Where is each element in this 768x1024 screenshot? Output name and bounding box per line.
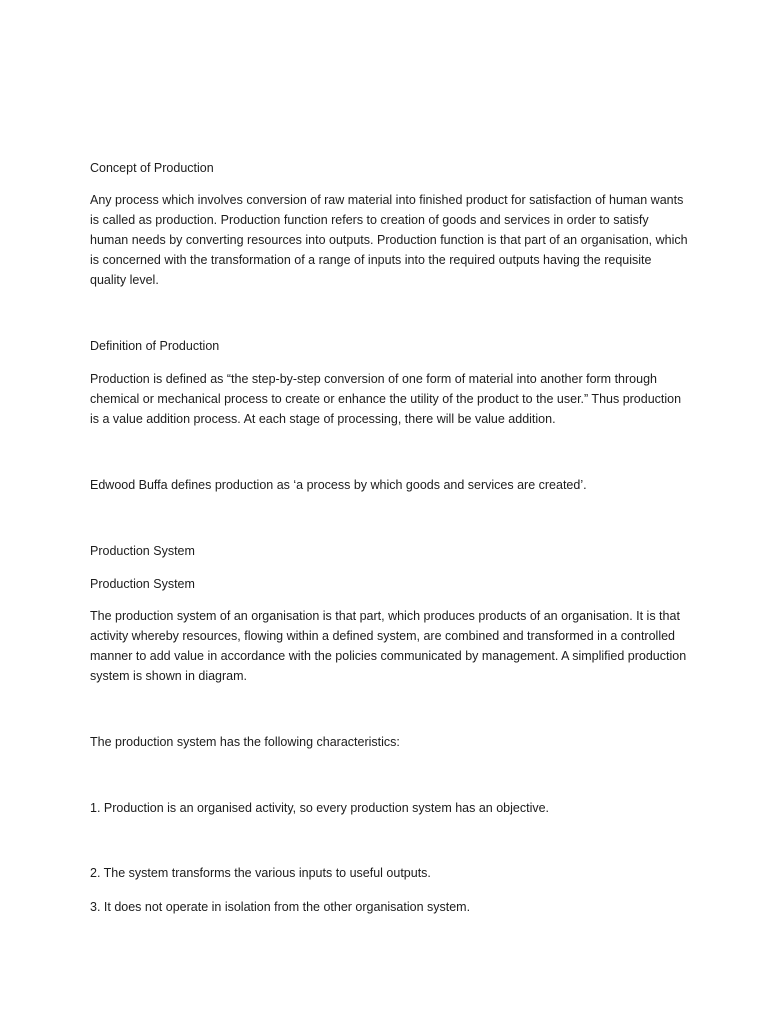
heading-production-system: Production System [90, 544, 195, 558]
heading-concept-of-production: Concept of Production [90, 161, 214, 175]
heading-production-system-repeat: Production System [90, 577, 195, 591]
paragraph-production-system: The production system of an organisation is that part, which produces products of an organisation. It is that activity whereby resources, flowing within a defined system, are combined and transformed in a controlled manner to add value in accordance with the policies communicated by management. A simplified production system is shown in diagram. [90, 609, 687, 683]
list-item-characteristic-2: 2. The system transforms the various inputs to useful outputs. [90, 866, 431, 880]
list-item-characteristic-1: 1. Production is an organised activity, so every production system has an objective. [90, 801, 550, 815]
paragraph-characteristics-intro: The production system has the following characteristics: [90, 735, 400, 749]
list-item-characteristic-3: 3. It does not operate in isolation from the other organisation system. [90, 900, 471, 914]
paragraph-definition: Production is defined as “the step-by-step conversion of one form of material into another form through chemical or mechanical process to create or enhance the utility of the product to the user.” Thus production is a value addition process. At each stage of processing, there will be value addition. [90, 372, 682, 426]
paragraph-concept: Any process which involves conversion of raw material into finished product for satisfaction of human wants is called as production. Production function refers to creation of goods and services in order to satisfy human needs by converting resources into outputs. Production function is that part of an organisation, which is concerned with the transformation of a range of inputs into the required outputs having the requisite quality level. [90, 193, 688, 287]
paragraph-buffa-definition: Edwood Buffa defines production as ‘a process by which goods and services are created’. [90, 478, 587, 492]
heading-definition-of-production: Definition of Production [90, 339, 220, 353]
